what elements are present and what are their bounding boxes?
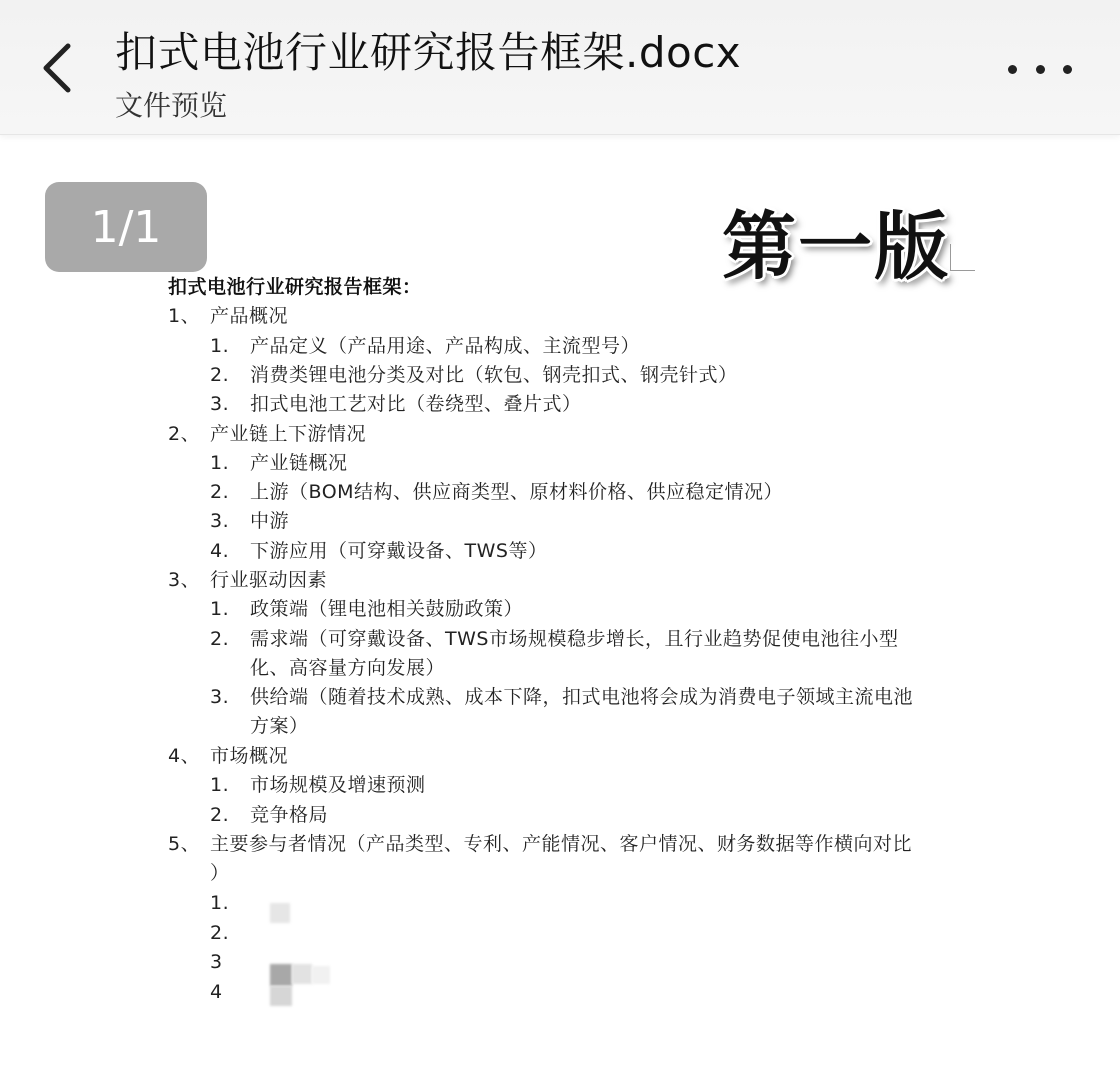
section-number: 5、 [168,833,201,855]
section-number: 1、 [168,305,201,327]
redacted-block [312,966,330,984]
section-number: 3、 [168,569,201,591]
item-text: 需求端（可穿戴设备、TWS市场规模稳步增长，且行业趋势促使电池往小型 [250,628,899,650]
item-number: 2. [210,804,230,826]
item-number: 2. [210,922,230,944]
redacted-block [270,903,290,923]
version-stamp: 第一版 [722,204,950,290]
section-title-continued: ） [210,862,230,884]
item-text: 上游（BOM结构、供应商类型、原材料价格、供应稳定情况） [250,481,784,503]
page-indicator: 1/1 [45,182,207,272]
section-title: 产业链上下游情况 [210,423,367,445]
section-title: 产品概况 [210,305,289,327]
item-number: 3. [210,393,230,415]
item-text: 政策端（锂电池相关鼓励政策） [250,598,524,620]
item-text-continued: 化、高容量方向发展） [250,657,446,679]
item-number: 1. [210,335,230,357]
section-title: 行业驱动因素 [210,569,328,591]
redacted-block [270,964,292,986]
item-number: 1. [210,774,230,796]
redacted-block [292,964,312,984]
document-subtitle: 文件预览 [115,89,228,122]
item-number: 1. [210,598,230,620]
item-text: 市场规模及增速预测 [250,774,426,796]
item-number: 2. [210,364,230,386]
item-number: 3 [210,951,223,973]
section-number: 4、 [168,745,201,767]
document-heading: 扣式电池行业研究报告框架： [168,276,422,298]
item-text: 产品定义（产品用途、产品构成、主流型号） [250,335,641,357]
document-title: 扣式电池行业研究报告框架.docx [115,28,742,77]
item-number: 4 [210,981,223,1003]
item-text: 竞争格局 [250,804,329,826]
item-number: 3. [210,686,230,708]
item-text: 供给端（随着技术成熟、成本下降，扣式电池将会成为消费电子领域主流电池 [250,686,914,708]
item-text-continued: 方案） [250,715,309,737]
item-text: 扣式电池工艺对比（卷绕型、叠片式） [250,393,582,415]
item-text: 消费类锂电池分类及对比（软包、钢壳扣式、钢壳针式） [250,364,738,386]
item-number: 1. [210,452,230,474]
section-number: 2、 [168,423,201,445]
item-number: 3. [210,510,230,532]
item-number: 4. [210,540,230,562]
item-text: 下游应用（可穿戴设备、TWS等） [250,540,548,562]
redacted-block [270,986,292,1006]
item-text: 产业链概况 [250,452,348,474]
section-title: 主要参与者情况（产品类型、专利、产能情况、客户情况、财务数据等作横向对比 [210,833,913,855]
section-title: 市场概况 [210,745,289,767]
item-number: 2. [210,481,230,503]
item-number: 1. [210,892,230,914]
item-text: 中游 [250,510,290,532]
item-number: 2. [210,628,230,650]
